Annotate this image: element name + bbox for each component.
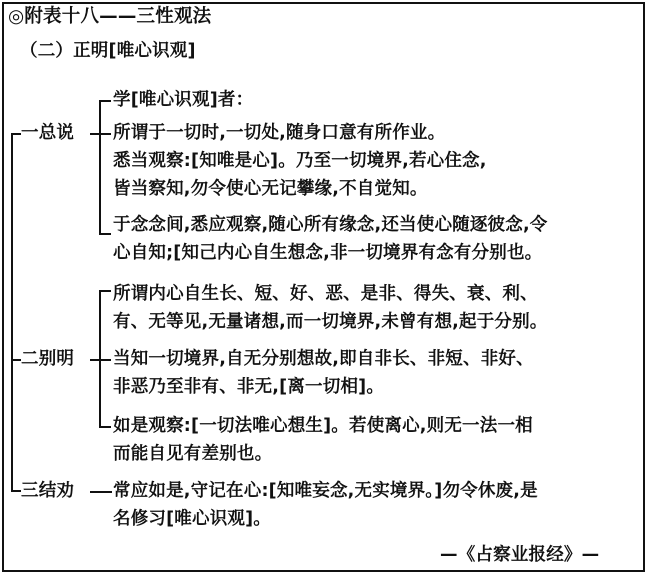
connector <box>90 491 112 493</box>
connector <box>11 490 21 492</box>
connector <box>11 359 21 361</box>
distinction-item-2-line-2: 非恶乃至非有、非无,[离一切相]。 <box>113 377 385 397</box>
bracket-line-general <box>99 100 101 234</box>
connector <box>99 290 111 292</box>
general-item-2-line-2: 心自知;[知己内心自生想念,非一切境界有念有分别也。 <box>113 243 543 263</box>
source-citation: —《占察业报经》— <box>440 545 600 565</box>
connector <box>99 426 111 428</box>
main-bracket-line <box>11 133 13 491</box>
connector <box>99 100 111 102</box>
general-item-1-line-1: 所谓于一切时,一切处,随身口意有所作业。 <box>113 123 446 143</box>
connector <box>99 233 111 235</box>
section-label-exhortation: 三结劝 <box>21 481 75 501</box>
connector <box>99 359 111 361</box>
section-subtitle: （二）正明[唯心识观] <box>20 41 196 61</box>
connector <box>99 133 111 135</box>
general-intro: 学[唯心识观]者： <box>113 90 254 110</box>
distinction-item-2-line-1: 当知一切境界,自无分别想故,即自非长、非短、非好、 <box>113 349 534 369</box>
distinction-item-3-line-2: 而能自见有差别也。 <box>113 444 273 464</box>
section-label-general: 一总说 <box>21 123 75 143</box>
table-title: ◎附表十八——三性观法 <box>8 6 212 27</box>
general-item-1-line-2: 悉当观察:[知唯是心]。乃至一切境界,若心住念, <box>113 151 487 171</box>
distinction-item-1-line-1: 所谓内心自生长、短、好、恶、是非、得失、衰、利、 <box>113 284 538 304</box>
distinction-item-1-line-2: 有、无等见,无量诸想,而一切境界,未曾有想,起于分别。 <box>113 312 548 332</box>
exhortation-line-1: 常应如是,守记在心:[知唯妄念,无实境界。]勿令休废,是 <box>113 481 538 501</box>
general-item-1-line-3: 皆当察知,勿令使心无记攀缘,不自觉知。 <box>113 179 428 199</box>
general-item-2-line-1: 于念念间,悉应观察,随心所有缘念,还当使心随逐彼念,令 <box>113 215 548 235</box>
exhortation-line-2: 名修习[唯心识观]。 <box>113 509 271 529</box>
connector <box>11 133 21 135</box>
section-label-distinction: 二别明 <box>21 349 75 369</box>
distinction-item-3-line-1: 如是观察:[一切法唯心想生]。若使离心,则无一法一相 <box>113 416 533 436</box>
